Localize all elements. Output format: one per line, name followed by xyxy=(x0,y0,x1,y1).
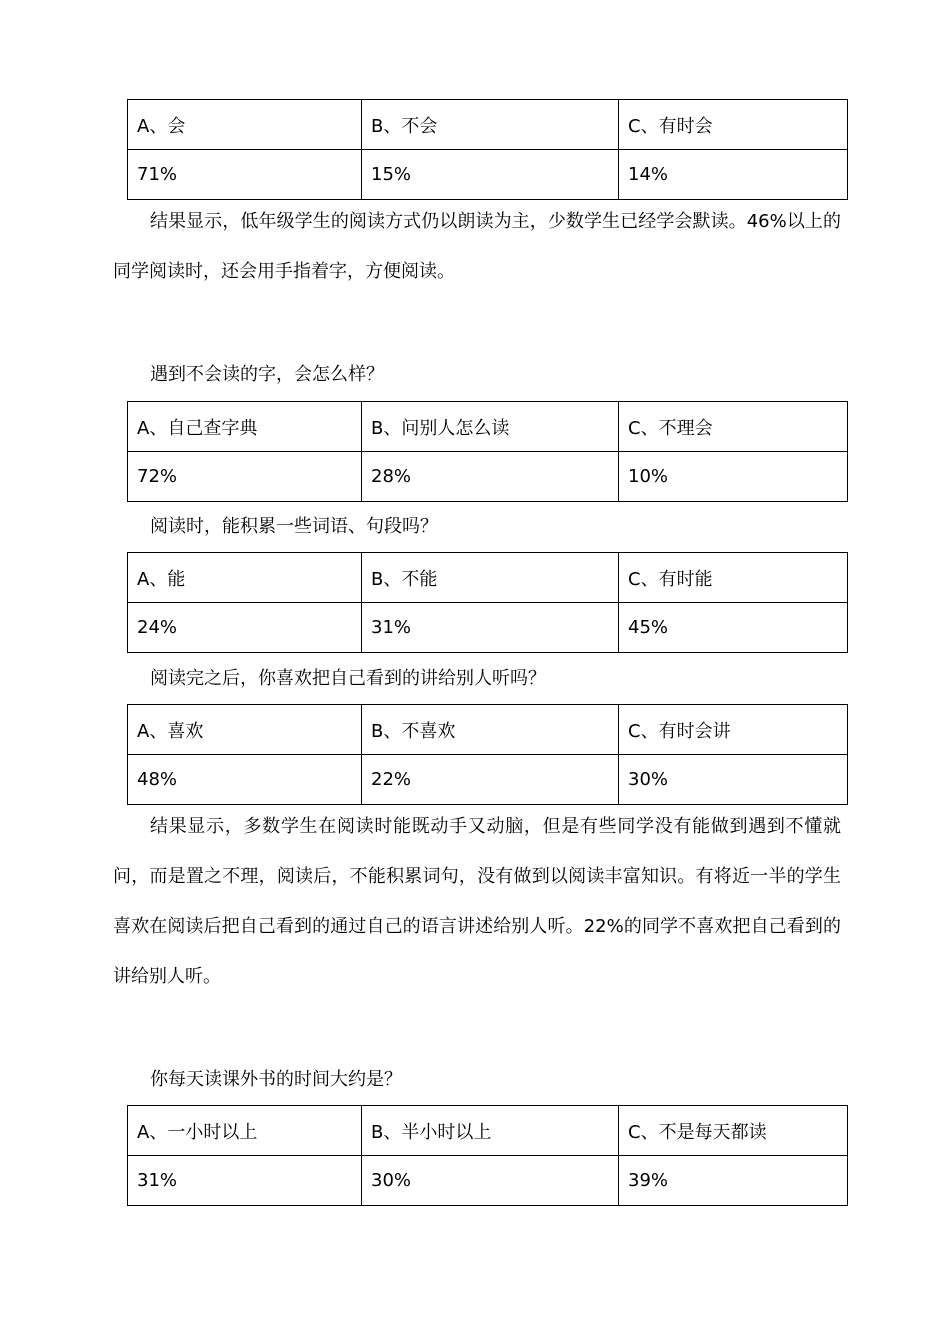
table-row-options xyxy=(128,705,848,755)
option-a: A、自己查字典 xyxy=(128,402,362,452)
question-3: 阅读完之后，你喜欢把自己看到的讲给别人听吗？ xyxy=(150,668,546,689)
option-a: A、一小时以上 xyxy=(128,1106,362,1156)
table-row-options xyxy=(128,402,848,452)
table-row-values xyxy=(128,1156,848,1206)
option-c: C、不是每天都读 xyxy=(619,1106,848,1156)
option-b: B、问别人怎么读 xyxy=(362,402,619,452)
option-b: B、不会 xyxy=(362,100,619,150)
option-b: B、不能 xyxy=(362,553,619,603)
table-row-options xyxy=(128,553,848,603)
question-1: 遇到不会读的字，会怎么样？ xyxy=(150,364,384,385)
question-4: 你每天读课外书的时间大约是？ xyxy=(150,1069,402,1090)
question-2: 阅读时，能积累一些词语、句段吗？ xyxy=(150,516,438,537)
value-a: 48% xyxy=(128,755,362,805)
option-c: C、有时会讲 xyxy=(619,705,848,755)
value-c: 39% xyxy=(619,1156,848,1206)
survey-table-4 xyxy=(127,704,848,805)
survey-table-3 xyxy=(127,552,848,653)
table-row-values xyxy=(128,603,848,653)
value-b: 15% xyxy=(362,150,619,200)
value-a: 31% xyxy=(128,1156,362,1206)
table-row-values xyxy=(128,755,848,805)
survey-table-5 xyxy=(127,1105,848,1206)
option-c: C、有时会 xyxy=(619,100,848,150)
value-a: 71% xyxy=(128,150,362,200)
option-a: A、能 xyxy=(128,553,362,603)
value-b: 31% xyxy=(362,603,619,653)
value-c: 14% xyxy=(619,150,848,200)
value-c: 10% xyxy=(619,452,848,502)
value-c: 30% xyxy=(619,755,848,805)
survey-table-2 xyxy=(127,401,848,502)
result-paragraph-1: 结果显示，低年级学生的阅读方式仍以朗读为主，少数学生已经学会默读。46%以上的同学阅读时，还会用手指着字，方便阅读。 xyxy=(113,211,841,282)
table-row-values xyxy=(128,452,848,502)
value-b: 22% xyxy=(362,755,619,805)
table-row-values xyxy=(128,150,848,200)
table-row-options xyxy=(128,1106,848,1156)
option-b: B、不喜欢 xyxy=(362,705,619,755)
value-b: 28% xyxy=(362,452,619,502)
value-a: 24% xyxy=(128,603,362,653)
option-a: A、会 xyxy=(128,100,362,150)
survey-table-1 xyxy=(127,99,848,200)
result-paragraph-2: 结果显示，多数学生在阅读时能既动手又动脑，但是有些同学没有能做到遇到不懂就问，而是置之不理，阅读后，不能积累词句，没有做到以阅读丰富知识。有将近一半的学生喜欢在阅读后把自己看到的通过自己的语言讲述给别人听。22%的同学不喜欢把自己看到的讲给别人听。 xyxy=(113,816,841,987)
value-b: 30% xyxy=(362,1156,619,1206)
option-c: C、不理会 xyxy=(619,402,848,452)
value-a: 72% xyxy=(128,452,362,502)
option-a: A、喜欢 xyxy=(128,705,362,755)
option-b: B、半小时以上 xyxy=(362,1106,619,1156)
option-c: C、有时能 xyxy=(619,553,848,603)
value-c: 45% xyxy=(619,603,848,653)
table-row-options xyxy=(128,100,848,150)
